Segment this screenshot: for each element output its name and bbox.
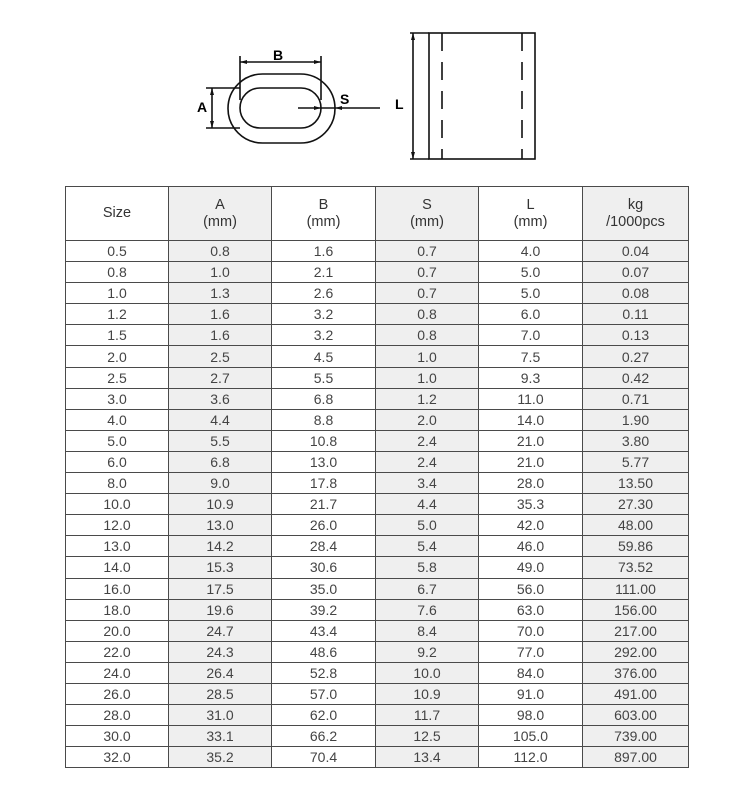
cell-l-mm: 70.0 <box>479 620 583 641</box>
table-row <box>66 367 689 388</box>
table-row <box>66 388 689 409</box>
table-row <box>66 241 689 262</box>
cell-size: 4.0 <box>66 409 169 430</box>
table-row <box>66 726 689 747</box>
cell-b-mm: 35.0 <box>272 578 376 599</box>
cell-s-mm: 3.4 <box>376 473 479 494</box>
cell-b-mm: 8.8 <box>272 409 376 430</box>
cell-size: 30.0 <box>66 726 169 747</box>
cell-kg-per-1000pcs: 897.00 <box>583 747 689 768</box>
table-header-row <box>66 187 689 241</box>
cell-kg-per-1000pcs: 0.71 <box>583 388 689 409</box>
header-unit: (mm) <box>410 213 444 230</box>
cell-b-mm: 21.7 <box>272 494 376 515</box>
oval-sleeve-drawing <box>190 20 560 180</box>
cell-s-mm: 5.0 <box>376 515 479 536</box>
sleeve-dimension-diagram <box>190 20 560 180</box>
cell-l-mm: 5.0 <box>479 283 583 304</box>
cell-b-mm: 70.4 <box>272 747 376 768</box>
cell-b-mm: 3.2 <box>272 304 376 325</box>
cell-size: 32.0 <box>66 747 169 768</box>
cell-s-mm: 0.7 <box>376 241 479 262</box>
cell-size: 2.5 <box>66 367 169 388</box>
cell-l-mm: 11.0 <box>479 388 583 409</box>
label-a: A <box>197 99 208 115</box>
cell-kg-per-1000pcs: 491.00 <box>583 683 689 704</box>
cell-b-mm: 26.0 <box>272 515 376 536</box>
table-row <box>66 683 689 704</box>
cell-s-mm: 1.0 <box>376 367 479 388</box>
cell-size: 3.0 <box>66 388 169 409</box>
cell-s-mm: 6.7 <box>376 578 479 599</box>
cell-kg-per-1000pcs: 0.04 <box>583 241 689 262</box>
cell-size: 1.2 <box>66 304 169 325</box>
table-row <box>66 409 689 430</box>
cell-b-mm: 17.8 <box>272 473 376 494</box>
cell-b-mm: 62.0 <box>272 705 376 726</box>
cell-s-mm: 5.8 <box>376 557 479 578</box>
cell-l-mm: 35.3 <box>479 494 583 515</box>
cell-a-mm: 1.3 <box>169 283 272 304</box>
cell-kg-per-1000pcs: 292.00 <box>583 641 689 662</box>
cell-kg-per-1000pcs: 1.90 <box>583 409 689 430</box>
header-unit: (mm) <box>513 213 548 230</box>
cell-a-mm: 2.7 <box>169 367 272 388</box>
cell-l-mm: 42.0 <box>479 515 583 536</box>
table-row <box>66 451 689 472</box>
cell-s-mm: 0.7 <box>376 262 479 283</box>
table-row <box>66 473 689 494</box>
cell-b-mm: 4.5 <box>272 346 376 367</box>
cell-l-mm: 6.0 <box>479 304 583 325</box>
cell-b-mm: 3.2 <box>272 325 376 346</box>
cell-b-mm: 39.2 <box>272 599 376 620</box>
table-row <box>66 620 689 641</box>
cell-size: 8.0 <box>66 473 169 494</box>
table-row <box>66 557 689 578</box>
cell-s-mm: 12.5 <box>376 726 479 747</box>
cell-size: 14.0 <box>66 557 169 578</box>
cell-kg-per-1000pcs: 5.77 <box>583 451 689 472</box>
cell-kg-per-1000pcs: 48.00 <box>583 515 689 536</box>
size-specification-table <box>65 186 689 768</box>
cell-size: 2.0 <box>66 346 169 367</box>
cell-kg-per-1000pcs: 59.86 <box>583 536 689 557</box>
cell-b-mm: 48.6 <box>272 641 376 662</box>
cell-size: 26.0 <box>66 683 169 704</box>
table-row <box>66 304 689 325</box>
cell-kg-per-1000pcs: 3.80 <box>583 430 689 451</box>
cell-size: 13.0 <box>66 536 169 557</box>
cell-l-mm: 105.0 <box>479 726 583 747</box>
label-s: S <box>340 91 350 107</box>
cell-a-mm: 5.5 <box>169 430 272 451</box>
cell-a-mm: 35.2 <box>169 747 272 768</box>
cell-size: 0.8 <box>66 262 169 283</box>
cell-a-mm: 1.0 <box>169 262 272 283</box>
cell-s-mm: 5.4 <box>376 536 479 557</box>
cell-b-mm: 28.4 <box>272 536 376 557</box>
table-row <box>66 325 689 346</box>
table-row <box>66 283 689 304</box>
column-header-size <box>66 187 169 241</box>
cell-a-mm: 24.7 <box>169 620 272 641</box>
cell-a-mm: 14.2 <box>169 536 272 557</box>
cell-l-mm: 98.0 <box>479 705 583 726</box>
cell-s-mm: 7.6 <box>376 599 479 620</box>
cell-kg-per-1000pcs: 603.00 <box>583 705 689 726</box>
table-row <box>66 705 689 726</box>
cell-s-mm: 10.0 <box>376 662 479 683</box>
table-row <box>66 641 689 662</box>
cell-kg-per-1000pcs: 0.08 <box>583 283 689 304</box>
header-label: kg <box>627 196 644 213</box>
cell-a-mm: 17.5 <box>169 578 272 599</box>
table-row <box>66 494 689 515</box>
cell-size: 10.0 <box>66 494 169 515</box>
cell-kg-per-1000pcs: 156.00 <box>583 599 689 620</box>
cell-size: 0.5 <box>66 241 169 262</box>
cell-l-mm: 112.0 <box>479 747 583 768</box>
cell-s-mm: 10.9 <box>376 683 479 704</box>
cell-l-mm: 77.0 <box>479 641 583 662</box>
header-label: S <box>422 196 432 213</box>
cell-s-mm: 1.2 <box>376 388 479 409</box>
cell-b-mm: 1.6 <box>272 241 376 262</box>
cell-a-mm: 3.6 <box>169 388 272 409</box>
table-row <box>66 747 689 768</box>
cell-kg-per-1000pcs: 217.00 <box>583 620 689 641</box>
cell-l-mm: 9.3 <box>479 367 583 388</box>
cell-a-mm: 19.6 <box>169 599 272 620</box>
cell-l-mm: 56.0 <box>479 578 583 599</box>
cell-size: 5.0 <box>66 430 169 451</box>
cell-s-mm: 0.8 <box>376 304 479 325</box>
cell-b-mm: 5.5 <box>272 367 376 388</box>
cell-size: 1.0 <box>66 283 169 304</box>
cell-a-mm: 1.6 <box>169 304 272 325</box>
cell-l-mm: 7.0 <box>479 325 583 346</box>
table-row <box>66 662 689 683</box>
cell-s-mm: 0.8 <box>376 325 479 346</box>
cell-kg-per-1000pcs: 0.27 <box>583 346 689 367</box>
column-header-a-mm <box>169 187 272 241</box>
cell-a-mm: 0.8 <box>169 241 272 262</box>
cell-b-mm: 2.1 <box>272 262 376 283</box>
cell-l-mm: 21.0 <box>479 451 583 472</box>
cell-b-mm: 43.4 <box>272 620 376 641</box>
cell-size: 6.0 <box>66 451 169 472</box>
cell-s-mm: 2.4 <box>376 451 479 472</box>
cell-a-mm: 9.0 <box>169 473 272 494</box>
cell-kg-per-1000pcs: 0.42 <box>583 367 689 388</box>
header-label: B <box>318 196 329 213</box>
header-unit: /1000pcs <box>606 213 665 230</box>
header-unit: (mm) <box>306 213 341 230</box>
cell-kg-per-1000pcs: 111.00 <box>583 578 689 599</box>
cell-size: 16.0 <box>66 578 169 599</box>
cell-s-mm: 1.0 <box>376 346 479 367</box>
cell-l-mm: 4.0 <box>479 241 583 262</box>
header-label: A <box>215 196 225 213</box>
cell-s-mm: 13.4 <box>376 747 479 768</box>
cell-kg-per-1000pcs: 0.13 <box>583 325 689 346</box>
cell-b-mm: 2.6 <box>272 283 376 304</box>
cell-kg-per-1000pcs: 376.00 <box>583 662 689 683</box>
cell-s-mm: 2.0 <box>376 409 479 430</box>
cell-l-mm: 49.0 <box>479 557 583 578</box>
cell-b-mm: 13.0 <box>272 451 376 472</box>
cell-kg-per-1000pcs: 13.50 <box>583 473 689 494</box>
cell-s-mm: 2.4 <box>376 430 479 451</box>
cell-a-mm: 28.5 <box>169 683 272 704</box>
cell-size: 20.0 <box>66 620 169 641</box>
cell-a-mm: 31.0 <box>169 705 272 726</box>
cell-b-mm: 6.8 <box>272 388 376 409</box>
cell-l-mm: 91.0 <box>479 683 583 704</box>
cell-a-mm: 10.9 <box>169 494 272 515</box>
column-header-kg-per-1000pcs <box>583 187 689 241</box>
cell-a-mm: 13.0 <box>169 515 272 536</box>
cell-s-mm: 11.7 <box>376 705 479 726</box>
label-l: L <box>395 96 404 112</box>
table-row <box>66 536 689 557</box>
cell-kg-per-1000pcs: 739.00 <box>583 726 689 747</box>
cell-l-mm: 5.0 <box>479 262 583 283</box>
cell-kg-per-1000pcs: 27.30 <box>583 494 689 515</box>
cell-a-mm: 1.6 <box>169 325 272 346</box>
cell-l-mm: 14.0 <box>479 409 583 430</box>
cell-s-mm: 8.4 <box>376 620 479 641</box>
table-row <box>66 262 689 283</box>
cell-l-mm: 46.0 <box>479 536 583 557</box>
cell-l-mm: 7.5 <box>479 346 583 367</box>
cell-a-mm: 33.1 <box>169 726 272 747</box>
cell-a-mm: 24.3 <box>169 641 272 662</box>
cell-size: 22.0 <box>66 641 169 662</box>
cell-s-mm: 4.4 <box>376 494 479 515</box>
header-label: L <box>526 196 535 213</box>
cell-s-mm: 9.2 <box>376 641 479 662</box>
table-row <box>66 599 689 620</box>
cell-a-mm: 4.4 <box>169 409 272 430</box>
cell-l-mm: 84.0 <box>479 662 583 683</box>
label-b: B <box>273 47 284 63</box>
cell-b-mm: 10.8 <box>272 430 376 451</box>
column-header-s-mm <box>376 187 479 241</box>
cell-b-mm: 66.2 <box>272 726 376 747</box>
header-label: Size <box>102 205 132 221</box>
cell-size: 1.5 <box>66 325 169 346</box>
table-row <box>66 515 689 536</box>
header-unit: (mm) <box>203 213 237 230</box>
cell-l-mm: 63.0 <box>479 599 583 620</box>
cell-s-mm: 0.7 <box>376 283 479 304</box>
cell-kg-per-1000pcs: 0.07 <box>583 262 689 283</box>
cell-l-mm: 28.0 <box>479 473 583 494</box>
cell-size: 24.0 <box>66 662 169 683</box>
column-header-l-mm <box>479 187 583 241</box>
cell-b-mm: 57.0 <box>272 683 376 704</box>
cell-a-mm: 26.4 <box>169 662 272 683</box>
cell-size: 12.0 <box>66 515 169 536</box>
cell-kg-per-1000pcs: 73.52 <box>583 557 689 578</box>
cell-a-mm: 2.5 <box>169 346 272 367</box>
table-row <box>66 430 689 451</box>
cell-b-mm: 30.6 <box>272 557 376 578</box>
cell-l-mm: 21.0 <box>479 430 583 451</box>
column-header-b-mm <box>272 187 376 241</box>
cell-size: 18.0 <box>66 599 169 620</box>
cell-kg-per-1000pcs: 0.11 <box>583 304 689 325</box>
table-row <box>66 578 689 599</box>
cell-a-mm: 6.8 <box>169 451 272 472</box>
cell-size: 28.0 <box>66 705 169 726</box>
cell-a-mm: 15.3 <box>169 557 272 578</box>
table-row <box>66 346 689 367</box>
cell-b-mm: 52.8 <box>272 662 376 683</box>
